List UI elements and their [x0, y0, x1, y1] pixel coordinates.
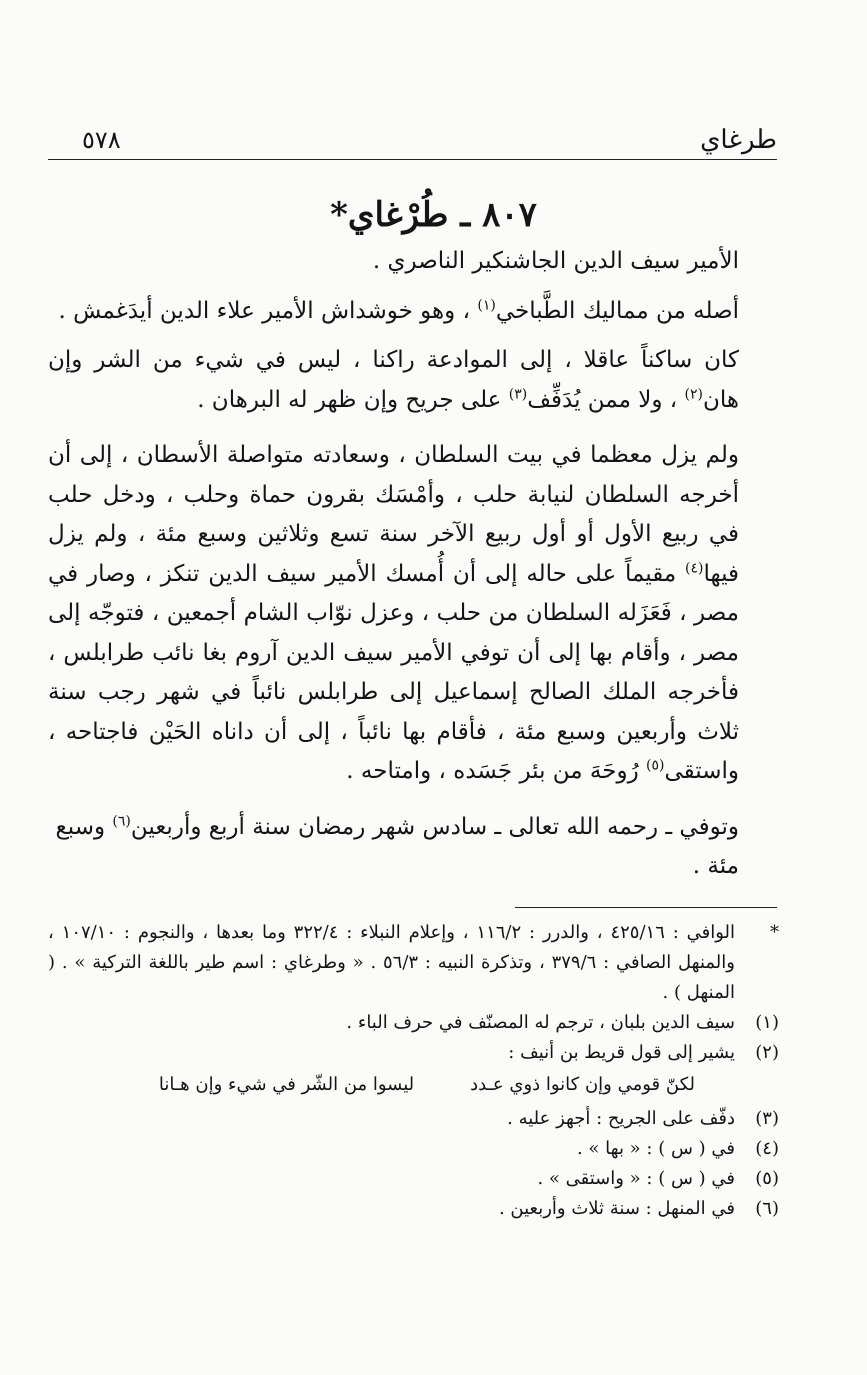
paragraph-text: ولم يزل معظما في بيت السلطان ، وسعادته متواصلة الأسطان ، إلى أن أخرجه السلطان لنيابة حلب ، وأمْسَك بقرون حماة وحلب ، ودخل حلب في ربيع الأول أو أول ربيع الآخر سنة تسع وثلاثين وسبع مئة ، ولم يزل فيها — [48, 442, 739, 587]
note-ref-4: (٤) — [684, 559, 704, 576]
footnote-mark: (٥) — [755, 1168, 779, 1189]
note-ref-5: (٥) — [646, 757, 665, 774]
verse-second-hemistich: ليسوا من الشّر في شيء وإن هـانا — [158, 1074, 415, 1095]
footnote-mark: (٢) — [755, 1042, 779, 1063]
paragraph-text: وسبع مئة . — [55, 813, 739, 879]
paragraph-text: رُوحَهَ من بئر جَسَده ، وامتاحه . — [346, 758, 647, 784]
paragraph-text: وتوفي ـ رحمه الله تعالى ـ سادس شهر رمضان سنة أربع وأربعين — [130, 813, 739, 840]
footnote-5 — [48, 1164, 779, 1194]
footnote-mark: (٣) — [755, 1108, 779, 1129]
entry-title — [0, 190, 867, 240]
paragraph-death — [48, 808, 777, 887]
footnote-6 — [48, 1194, 779, 1224]
entry-title-mark: * — [330, 195, 348, 235]
footnote-text: دفّف على الجريح : أجهز عليه . — [507, 1108, 735, 1129]
footnote-rule — [515, 907, 777, 908]
verse-first-hemistich: لكنّ قومي وإن كانوا ذوي عـدد — [470, 1074, 695, 1095]
paragraph-text: على جريح وإن ظهر له البرهان . — [197, 386, 509, 413]
footnote-text: في المنهل : سنة ثلاث وأربعين . — [498, 1198, 735, 1219]
footnote-3 — [48, 1104, 779, 1134]
footnote-4 — [48, 1134, 779, 1164]
note-ref-3: (٣) — [508, 385, 528, 402]
note-ref-2: (٢) — [684, 385, 703, 402]
paragraph-origin — [48, 292, 777, 332]
paragraph-text: ، وهو خوشداش الأمير علاء الدين أيدَغمش . — [58, 297, 478, 324]
footnote-mark: (٦) — [755, 1198, 779, 1219]
footnote-text: سيف الدين بلبان ، ترجم له المصنّف في حرف الباء . — [346, 1012, 735, 1033]
running-header — [60, 118, 777, 162]
paragraph-text: كان ساكناً عاقلا ، إلى الموادعة راكنا ، ليس في شيء من الشر وإن هان — [48, 347, 739, 413]
footnotes — [48, 918, 779, 1224]
note-ref-1: (١) — [477, 296, 496, 313]
verse-couplet — [48, 1070, 779, 1100]
footnote-mark: (٤) — [755, 1138, 779, 1159]
footnote-text: الوافي : ٤٢٥/١٦ ، والدرر : ١١٦/٢ ، وإعلام النبلاء : ٣٢٢/٤ وما بعدها ، والنجوم : ١٠٧/١٠ ، والمنهل الصافي : ٣٧٩/٦ ، وتذكرة النبيه : ٥٦/٣ . « وطرغاي : اسم طير باللغة التركية » . ( المنهل ) . — [48, 922, 736, 1003]
paragraph-text: أصله من مماليك الطَّباخي — [495, 297, 739, 324]
footnote-text: في ( س ) : « واستقى » . — [537, 1168, 735, 1189]
footnote-sources — [48, 918, 779, 1008]
footnote-1 — [48, 1008, 779, 1038]
entry-title-text: ٨٠٧ ـ طُرْغاي — [347, 195, 537, 235]
note-ref-6: (٦) — [112, 812, 131, 829]
body-text — [48, 242, 777, 887]
footnote-text: يشير إلى قول قريط بن أنيف : — [508, 1042, 735, 1063]
paragraph-intro: الأمير سيف الدين الجاشنكير الناصري . — [372, 248, 739, 274]
footnote-2 — [48, 1038, 779, 1068]
paragraph-text: مقيماً على حاله إلى أن أُمسك الأمير سيف الدين تنكز ، وصار في مصر ، فَعَزَله السلطان من حلب ، وعزل نوّاب الشام أجمعين ، فتوجّه إلى مصر ، وأقام بها إلى أن توفي الأمير سيف الدين آروم بغا نائب طرابلس ، فأخرجه الملك الصالح إسماعيل إلى طرابلس نائباً في شهر رجب سنة ثلاث وأربعين وسبع مئة ، فأقام بها نائباً ، إلى أن داناه الحَيْن فاجتاحه ، واستقى — [48, 560, 739, 784]
paragraph-text: ، ولا ممن يُدَفِّف — [527, 386, 685, 413]
paragraph-character — [48, 341, 777, 420]
footnote-mark: (١) — [755, 1012, 779, 1033]
page-number: ٥٧٨ — [82, 126, 121, 154]
paragraph-career — [48, 436, 777, 792]
header-rule — [48, 159, 777, 160]
running-title: طرغاي — [700, 125, 777, 155]
footnote-mark: * — [770, 922, 779, 943]
footnote-text: في ( س ) : « بها » . — [576, 1138, 735, 1159]
